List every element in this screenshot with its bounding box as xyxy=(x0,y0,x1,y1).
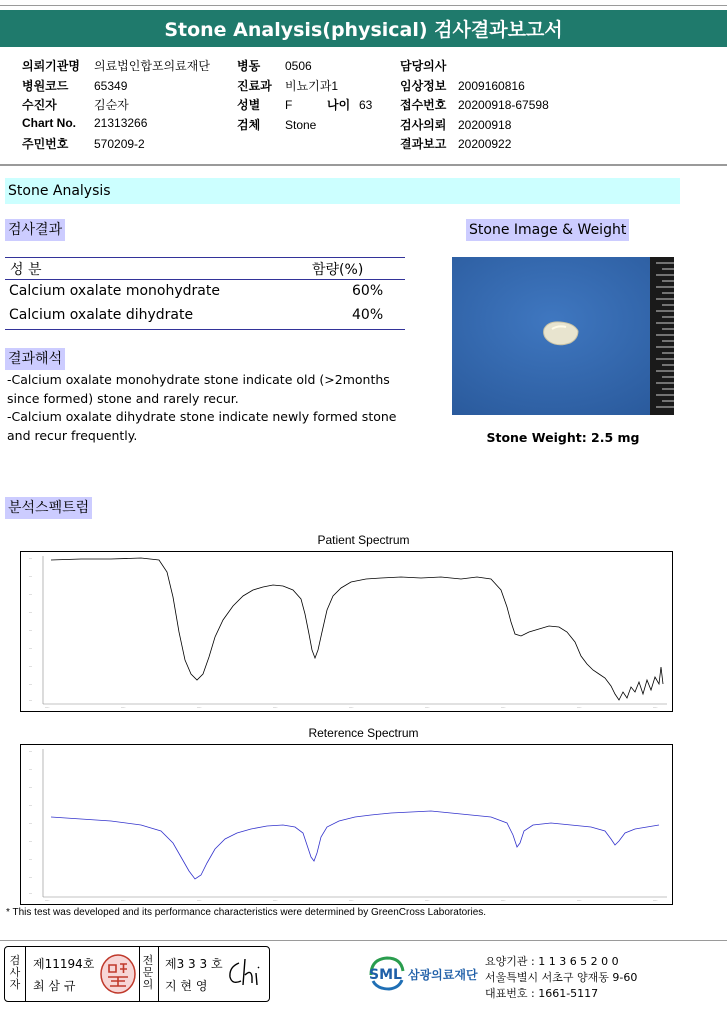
reference-spectrum-chart xyxy=(20,744,673,905)
component-name: Calcium oxalate dihydrate xyxy=(9,307,194,323)
info-value: 의료법인합포의료재단 xyxy=(94,59,210,73)
info-value: 김순자 xyxy=(94,98,129,112)
specialist-signature xyxy=(225,955,265,997)
info-label: 접수번호 xyxy=(400,98,447,112)
svg-text:····: ···· xyxy=(653,706,658,710)
svg-text:···: ··· xyxy=(29,786,33,790)
info-value: 2009160816 xyxy=(458,78,525,93)
info-label: 검사의뢰 xyxy=(400,117,447,132)
info-label: 수진자 xyxy=(22,98,57,112)
svg-text:···: ··· xyxy=(29,804,33,808)
svg-text:····: ···· xyxy=(653,899,658,903)
interpretation-line: -Calcium oxalate dihydrate stone indicate newly formed stone xyxy=(7,409,397,424)
col-component-header: 성 분 xyxy=(10,262,42,278)
reference-spectrum-title: Reterence Spectrum xyxy=(308,726,419,740)
interpretation-line: -Calcium oxalate monohydrate stone indicate old (>2months xyxy=(7,372,390,387)
svg-text:····: ···· xyxy=(501,706,506,710)
info-label: 주민번호 xyxy=(22,137,69,151)
agency-number: 요양기관 : 1 1 3 6 5 2 0 0 xyxy=(485,955,619,968)
info-label: 검체 xyxy=(237,117,261,132)
footer-divider xyxy=(0,940,727,941)
table-bottom-rule xyxy=(5,329,405,330)
sml-logo-icon xyxy=(365,953,407,997)
component-name: Calcium oxalate monohydrate xyxy=(9,283,220,299)
svg-text:···: ··· xyxy=(29,892,33,896)
address: 서울특별시 서초구 양재동 9-60 xyxy=(485,971,638,984)
svg-text:···: ··· xyxy=(29,557,33,561)
svg-text:···: ··· xyxy=(29,647,33,651)
svg-text:···: ··· xyxy=(29,699,33,703)
examiner-name: 최 삼 규 xyxy=(33,979,76,993)
svg-text:····: ···· xyxy=(425,899,430,903)
examiner-seal xyxy=(99,953,137,999)
stone-image-heading: Stone Image & Weight xyxy=(466,219,629,241)
info-label: Chart No. xyxy=(22,115,76,130)
disclaimer-text: * This test was developed and its performance characteristics were determined by GreenCross Laboratories. xyxy=(6,907,487,918)
svg-text:····: ···· xyxy=(349,706,354,710)
svg-text:····: ···· xyxy=(577,899,582,903)
interpretation-line: since formed) stone and rarely recur. xyxy=(7,390,239,406)
phone-number: 대표번호 : 1661-5117 xyxy=(485,987,599,1000)
svg-text:···: ··· xyxy=(29,683,33,687)
info-divider xyxy=(0,164,727,166)
table-top-rule xyxy=(5,257,405,258)
svg-text:····: ···· xyxy=(121,899,126,903)
svg-text:···: ··· xyxy=(29,665,33,669)
info-label: 병동 xyxy=(237,59,261,73)
stone-photo xyxy=(452,257,674,415)
info-value: 비뇨기과1 xyxy=(285,78,339,93)
stone-analysis-heading: Stone Analysis xyxy=(5,178,680,204)
age-label: 나이 xyxy=(327,98,351,112)
sml-name: 삼광의료재단 xyxy=(408,968,478,982)
svg-text:···: ··· xyxy=(29,840,33,844)
interpretation-line: and recur frequently. xyxy=(7,427,138,443)
svg-text:····: ···· xyxy=(45,899,50,903)
svg-text:····: ···· xyxy=(501,899,506,903)
info-value: 20200918 xyxy=(458,117,512,132)
svg-text:···: ··· xyxy=(29,629,33,633)
spectrum-heading: 분석스펙트럼 xyxy=(5,497,92,519)
info-value: 20200918-67598 xyxy=(458,98,549,112)
info-value: 0506 xyxy=(285,59,312,73)
age-value: 63 xyxy=(359,98,373,112)
info-label: 결과보고 xyxy=(400,137,447,151)
sml-contact xyxy=(485,954,637,1002)
specialist-name: 지 현 영 xyxy=(165,979,208,993)
info-value: 21313266 xyxy=(94,115,148,130)
examiner-license: 제11194호 xyxy=(33,957,95,971)
svg-text:···: ··· xyxy=(29,876,33,880)
stone-weight: Stone Weight: 2.5 mg xyxy=(486,430,640,445)
info-label: 성별 xyxy=(237,98,261,112)
info-label: 담당의사 xyxy=(400,59,447,73)
info-value: F xyxy=(285,98,293,112)
info-value: 570209-2 xyxy=(94,137,145,151)
info-value: 65349 xyxy=(94,78,128,93)
svg-text:····: ···· xyxy=(349,899,354,903)
info-label: 진료과 xyxy=(237,78,272,93)
svg-text:····: ···· xyxy=(45,706,50,710)
specialist-label: 전 문 의 xyxy=(142,954,154,991)
svg-text:···: ··· xyxy=(29,611,33,615)
svg-text:···: ··· xyxy=(29,575,33,579)
patient-spectrum-chart xyxy=(20,551,673,712)
patient-spectrum-title: Patient Spectrum xyxy=(317,533,410,547)
svg-text:····: ···· xyxy=(273,706,278,710)
svg-text:····: ···· xyxy=(577,706,582,710)
examiner-label: 검 사 자 xyxy=(9,954,21,991)
specialist-license: 제3 3 3 호 xyxy=(165,957,223,971)
svg-text:····: ···· xyxy=(273,899,278,903)
signature-box xyxy=(4,946,270,1002)
info-value: Stone xyxy=(285,117,317,132)
svg-text:···: ··· xyxy=(29,750,33,754)
svg-text:····: ···· xyxy=(425,706,430,710)
info-label: 병원코드 xyxy=(22,78,69,93)
info-label: 의뢰기관명 xyxy=(22,59,80,73)
result-heading: 검사결과 xyxy=(5,219,65,241)
info-value: 20200922 xyxy=(458,137,512,151)
col-content-header: 함량(%) xyxy=(312,262,364,278)
svg-text:···: ··· xyxy=(29,822,33,826)
component-content: 40% xyxy=(352,307,384,323)
svg-text:···: ··· xyxy=(29,593,33,597)
svg-text:····: ···· xyxy=(121,706,126,710)
svg-text:····: ···· xyxy=(197,706,202,710)
svg-text:···: ··· xyxy=(29,858,33,862)
report-title: Stone Analysis(physical) 검사결과보고서 xyxy=(0,10,727,47)
component-content: 60% xyxy=(352,283,384,299)
info-col-1 xyxy=(22,57,242,155)
info-col-3 xyxy=(400,57,600,155)
svg-text:····: ···· xyxy=(197,899,202,903)
sml-logo-text: SML xyxy=(369,967,402,983)
interpretation-heading: 결과해석 xyxy=(5,348,65,370)
svg-text:···: ··· xyxy=(29,768,33,772)
interpretation-text xyxy=(7,371,447,445)
table-header-rule xyxy=(5,279,405,280)
info-label: 임상정보 xyxy=(400,78,447,93)
info-col-2 xyxy=(237,57,397,135)
top-rule xyxy=(0,5,727,6)
